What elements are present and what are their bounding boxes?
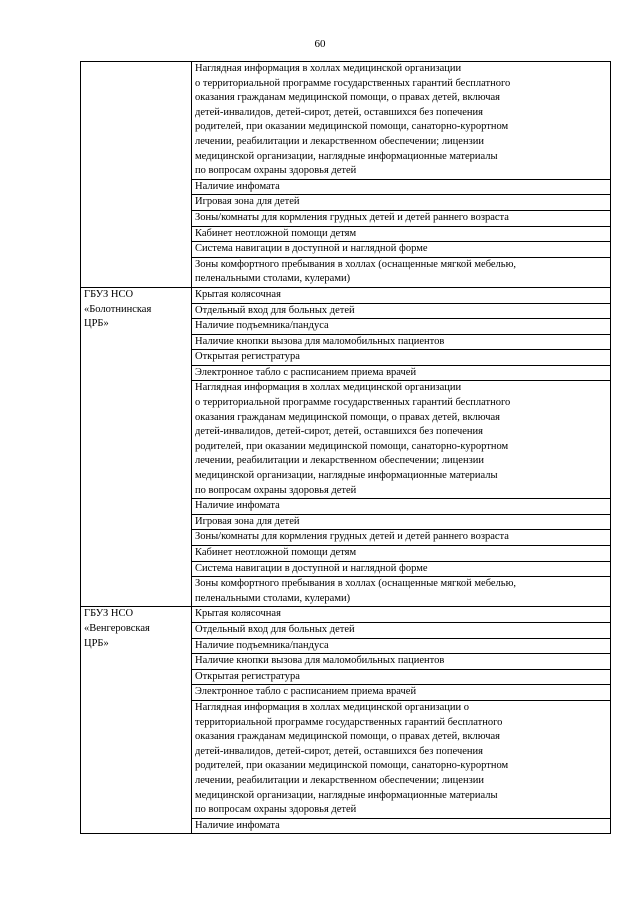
facility-item: Наличие подъемника/пандуса bbox=[192, 638, 611, 654]
facility-item: Наглядная информация в холлах медицинской организации о территориальной программе государственных гарантий бесплатного оказания гражданам медицинской помощи, о правах детей, включая детей-инвалидов, детей-сирот, детей, оставшихся без попечения родителей, при оказании медицинской помощи, санаторно-курортном лечении, реабилитации и лекарственном обеспечении; лицензии медицинской организации, наглядные информационные материалы по вопросам охраны здоровья детей bbox=[192, 62, 611, 180]
facility-item: Наличие кнопки вызова для маломобильных пациентов bbox=[192, 654, 611, 670]
facility-item: Наличие подъемника/пандуса bbox=[192, 319, 611, 335]
table-row bbox=[81, 287, 611, 303]
facility-item: Кабинет неотложной помощи детям bbox=[192, 546, 611, 562]
facility-item: Зоны комфортного пребывания в холлах (оснащенные мягкой мебелью, пеленальными столами, кулерами) bbox=[192, 257, 611, 287]
facility-item: Наглядная информация в холлах медицинской организации о территориальной программе государственных гарантий бесплатного оказания гражданам медицинской помощи, о правах детей, включая детей-инвалидов, детей-сирот, детей, оставшихся без попечения родителей, при оказании медицинской помощи, санаторно-курортном лечении, реабилитации и лекарственном обеспечении; лицензии медицинской организации, наглядные информационные материалы по вопросам охраны здоровья детей bbox=[192, 700, 611, 818]
facility-item: Наличие инфомата bbox=[192, 179, 611, 195]
table-row bbox=[81, 607, 611, 623]
page-number: 60 bbox=[314, 38, 326, 50]
facility-item: Наличие кнопки вызова для маломобильных пациентов bbox=[192, 334, 611, 350]
organization-name: ГБУЗ НСО «Болотнинская ЦРБ» bbox=[81, 287, 192, 606]
facility-item: Кабинет неотложной помощи детям bbox=[192, 226, 611, 242]
facility-item: Зоны комфортного пребывания в холлах (оснащенные мягкой мебелью, пеленальными столами, кулерами) bbox=[192, 577, 611, 607]
facility-item: Крытая колясочная bbox=[192, 607, 611, 623]
facility-item: Система навигации в доступной и наглядной форме bbox=[192, 561, 611, 577]
facility-item: Электронное табло с расписанием приема врачей bbox=[192, 365, 611, 381]
facility-item: Отдельный вход для больных детей bbox=[192, 303, 611, 319]
facility-item: Наглядная информация в холлах медицинской организации о территориальной программе государственных гарантий бесплатного оказания гражданам медицинской помощи, о правах детей, включая детей-инвалидов, детей-сирот, детей, оставшихся без попечения родителей, при оказании медицинской помощи, санаторно-курортном лечении, реабилитации и лекарственном обеспечении; лицензии медицинской организации, наглядные информационные материалы по вопросам охраны здоровья детей bbox=[192, 381, 611, 499]
facility-item: Отдельный вход для больных детей bbox=[192, 622, 611, 638]
facility-item: Открытая регистратура bbox=[192, 669, 611, 685]
facility-item: Открытая регистратура bbox=[192, 350, 611, 366]
table-row bbox=[81, 62, 611, 180]
organization-name bbox=[81, 62, 192, 288]
facility-item: Система навигации в доступной и наглядной форме bbox=[192, 242, 611, 258]
facility-item: Электронное табло с расписанием приема врачей bbox=[192, 685, 611, 701]
table-body bbox=[81, 62, 611, 834]
facility-item: Наличие инфомата bbox=[192, 818, 611, 834]
facility-equipment-table bbox=[80, 61, 611, 834]
facility-item: Игровая зона для детей bbox=[192, 514, 611, 530]
facility-item: Крытая колясочная bbox=[192, 287, 611, 303]
organization-name: ГБУЗ НСО «Венгеровская ЦРБ» bbox=[81, 607, 192, 834]
facility-item: Наличие инфомата bbox=[192, 499, 611, 515]
facility-item: Игровая зона для детей bbox=[192, 195, 611, 211]
facility-item: Зоны/комнаты для кормления грудных детей и детей раннего возраста bbox=[192, 530, 611, 546]
facility-item: Зоны/комнаты для кормления грудных детей и детей раннего возраста bbox=[192, 210, 611, 226]
